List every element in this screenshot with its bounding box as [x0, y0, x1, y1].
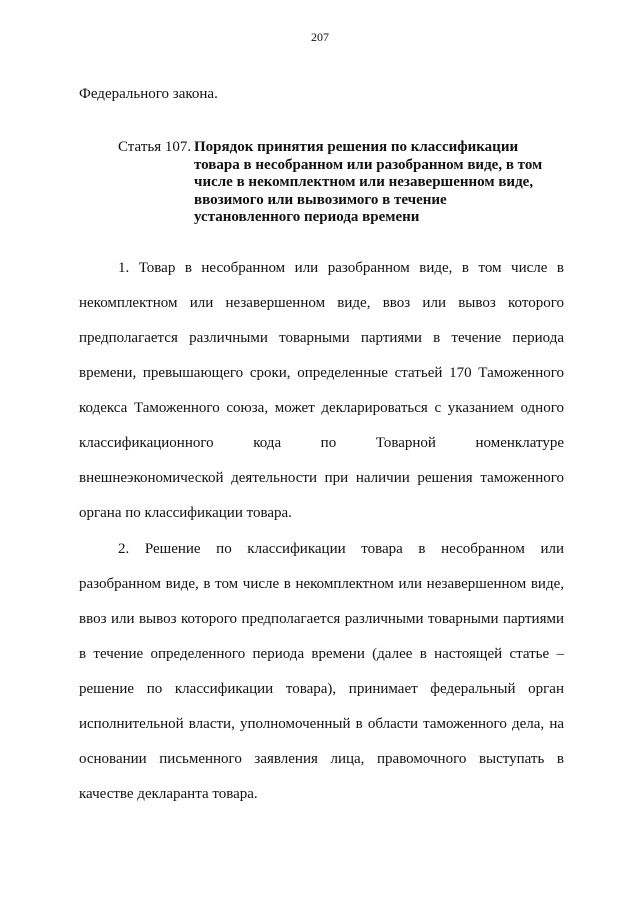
paragraph-line: некомплектном или незавершенном виде, ввоз или вывоз которого: [79, 295, 564, 311]
paragraph-line: решение по классификации товара), принимает федеральный орган: [79, 681, 564, 697]
paragraph-line: классификационного кода по Товарной номенклатуре: [79, 435, 564, 451]
paragraph-line: разобранном виде, в том числе в некомплектном или незавершенном виде,: [79, 576, 564, 592]
article-title-line: ввозимого или вывозимого в течение: [194, 191, 447, 208]
paragraph-line: 1. Товар в несобранном или разобранном виде, в том числе в: [118, 260, 564, 276]
paragraph-line: 2. Решение по классификации товара в несобранном или: [118, 541, 564, 557]
article-title-line: товара в несобранном или разобранном виде, в том: [194, 156, 543, 173]
article-title-line: числе в некомплектном или незавершенном виде,: [194, 174, 534, 190]
paragraph-line: внешнеэкономической деятельности при наличии решения таможенного: [79, 470, 564, 486]
article-title-line: Порядок принятия решения по классификации: [194, 139, 519, 155]
paragraph-line: предполагается различными товарными партиями в течение периода: [79, 330, 564, 346]
paragraph-line: ввоз или вывоз которого предполагается различными товарными партиями: [79, 611, 564, 627]
text-fragment: Федерального закона.: [79, 86, 218, 102]
paragraph-line: времени, превышающего сроки, определенные статьей 170 Таможенного: [79, 365, 564, 381]
article-number: Статья 107.: [118, 139, 192, 155]
article-title-line: установленного периода времени: [194, 209, 420, 225]
paragraph-line: в течение определенного периода времени (далее в настоящей статье –: [79, 646, 564, 662]
page-number: 207: [311, 30, 329, 44]
paragraph-line: качестве декларанта товара.: [79, 786, 258, 802]
paragraph-line: кодекса Таможенного союза, может декларироваться с указанием одного: [79, 400, 564, 416]
paragraph-line: исполнительной власти, уполномоченный в области таможенного дела, на: [79, 716, 564, 732]
paragraph-line: органа по классификации товара.: [79, 505, 292, 521]
paragraph-line: основании письменного заявления лица, правомочного выступать в: [79, 751, 564, 767]
article-title: [194, 139, 574, 227]
